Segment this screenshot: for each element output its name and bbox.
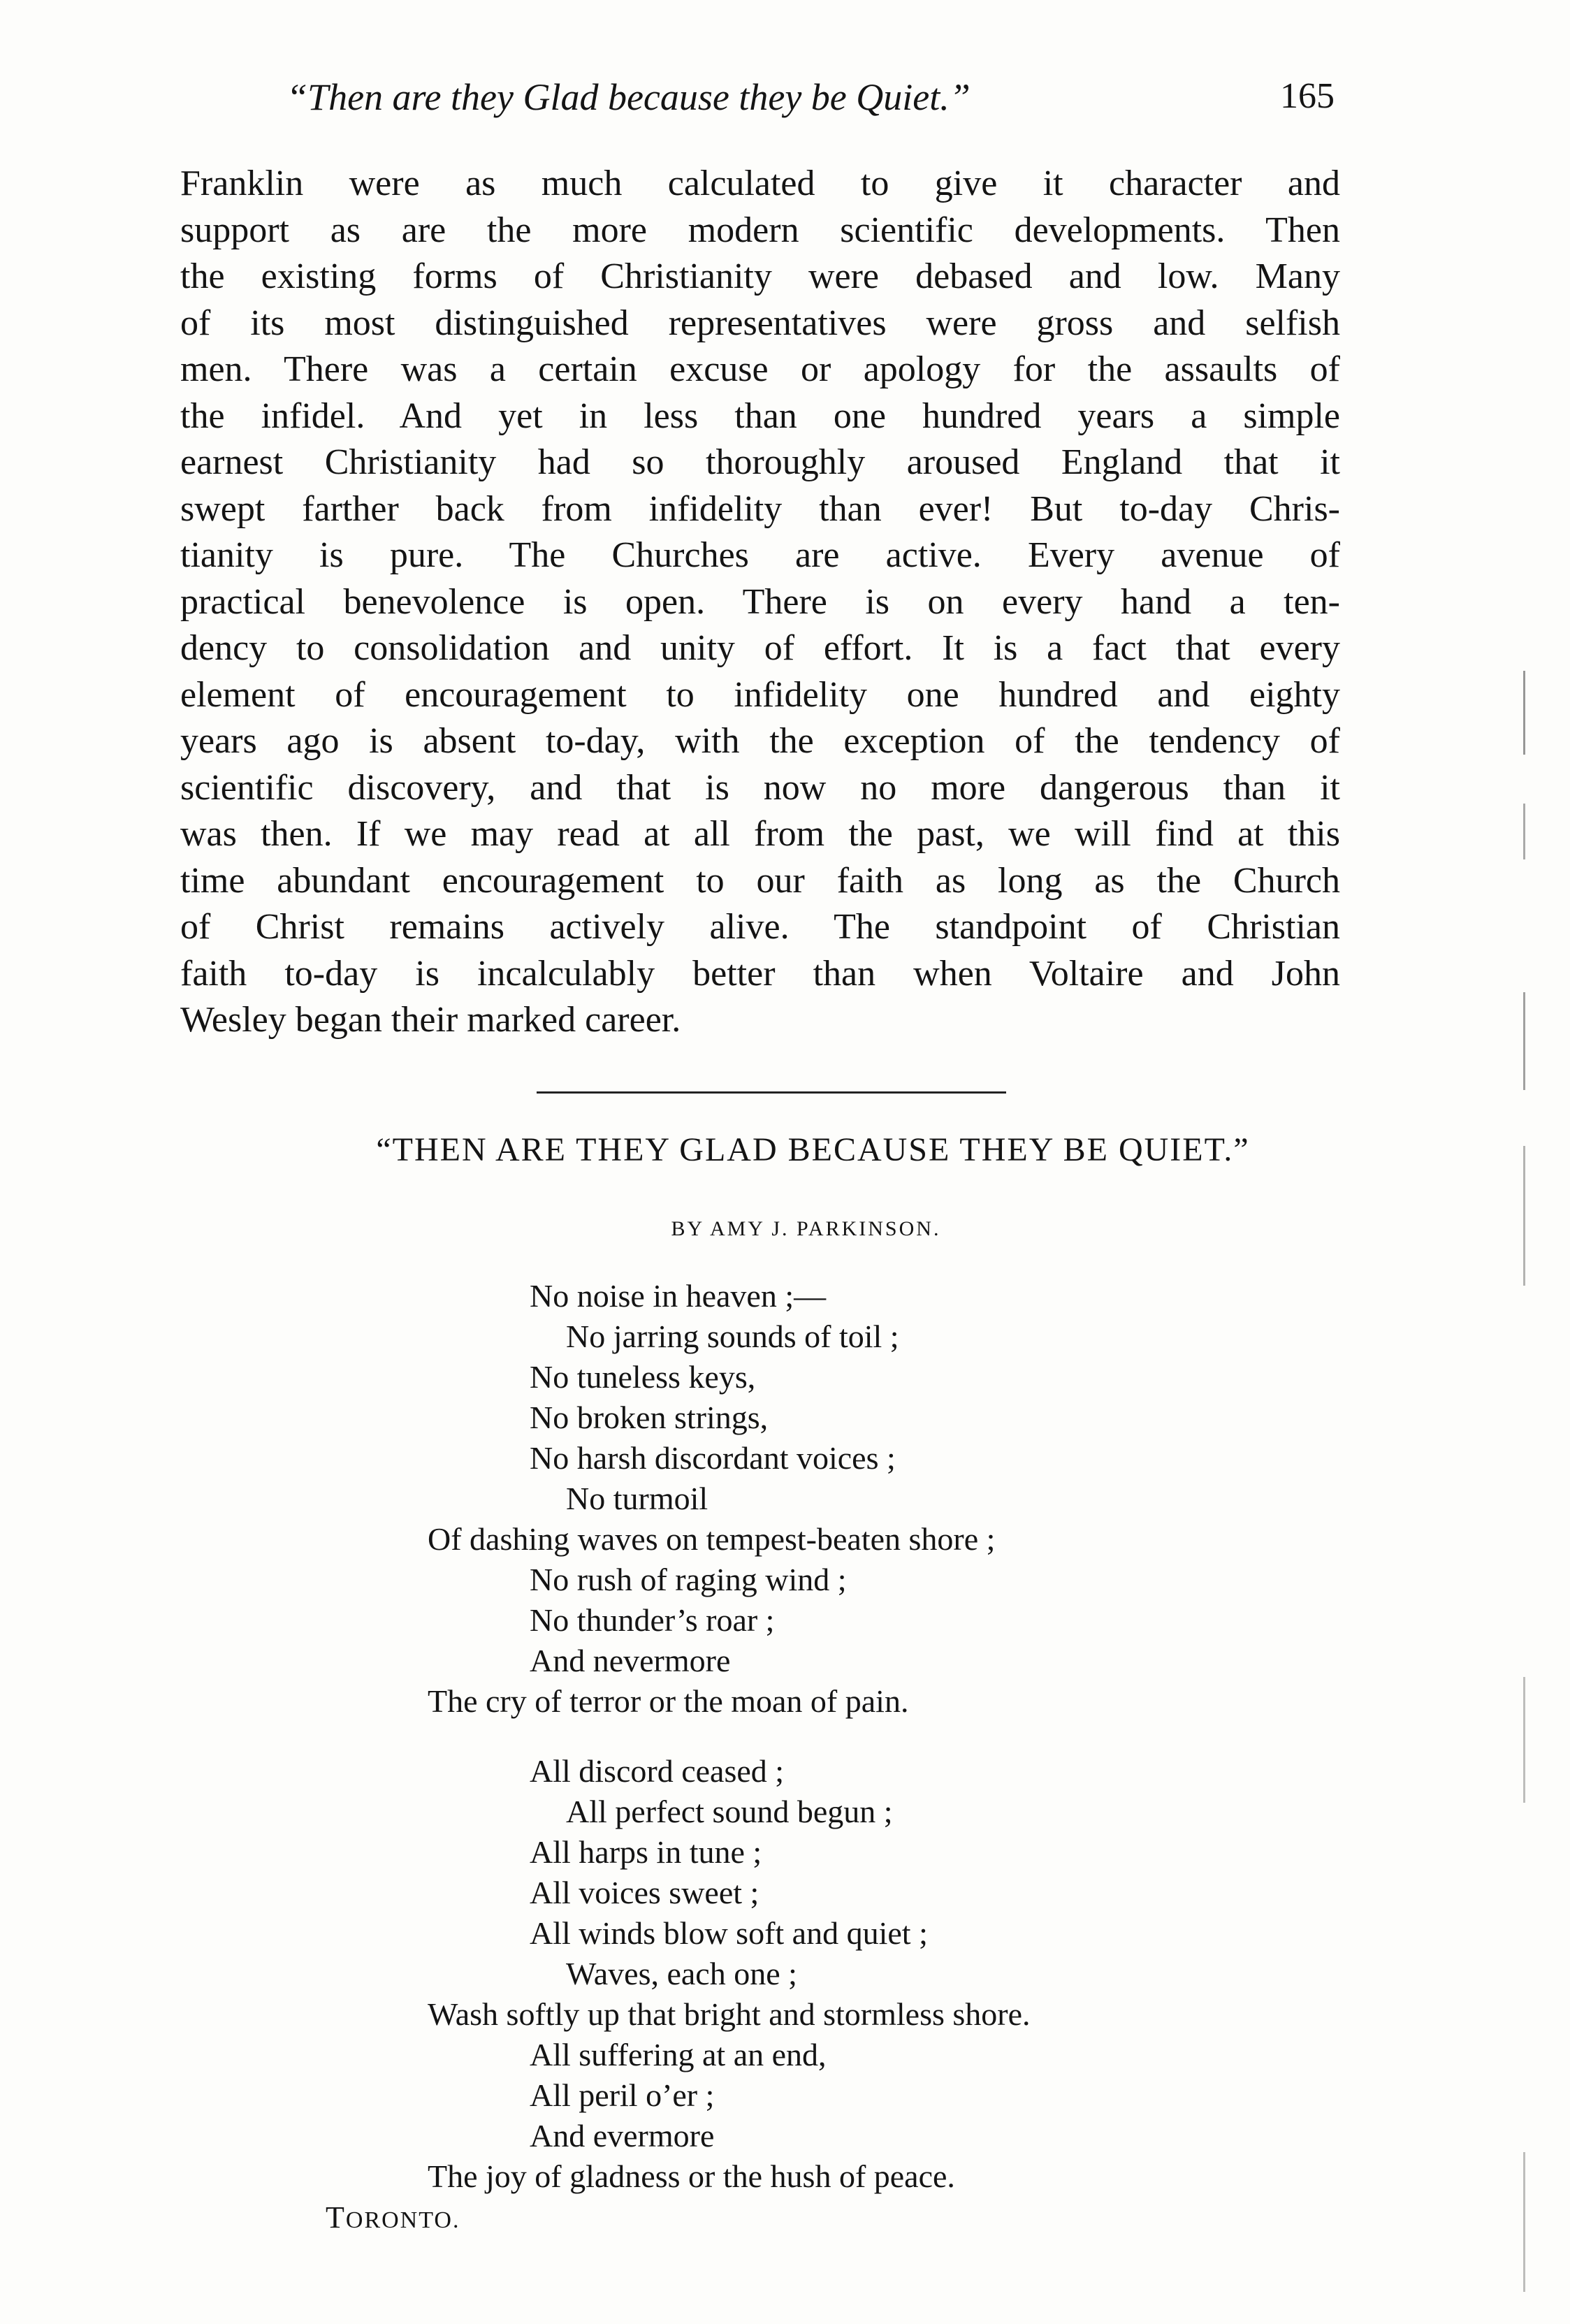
prose-line: faith to-day is incalculably better than when Voltaire and John — [180, 953, 1340, 994]
poem-title: “THEN ARE THEY GLAD BECAUSE THEY BE QUIET.” — [376, 1131, 1250, 1168]
poem-line: And evermore — [530, 2118, 715, 2154]
poem-line: No turmoil — [566, 1481, 708, 1516]
running-title: “Then are they Glad because they be Quiet.” — [286, 76, 971, 118]
prose-line: was then. If we may read at all from the past, we will find at this — [180, 814, 1340, 854]
poem-line: All harps in tune ; — [530, 1834, 762, 1870]
prose-line: scientific discovery, and that is now no more dangerous than it — [180, 767, 1340, 808]
poem-line: Wash softly up that bright and stormless shore. — [428, 1996, 1031, 2032]
place-initial: T — [326, 2200, 346, 2235]
poem-line: All discord ceased ; — [530, 1753, 785, 1789]
scan-edge-mark — [1523, 992, 1525, 1090]
prose-line: of Christ remains actively alive. The standpoint of Christian — [180, 907, 1340, 947]
section-divider — [537, 1091, 1006, 1094]
prose-line: tianity is pure. The Churches are active. Every avenue of — [180, 535, 1340, 575]
poem-byline: BY AMY J. PARKINSON. — [671, 1217, 941, 1240]
poem-line: All peril o’er ; — [530, 2077, 715, 2113]
poem-line: No harsh discordant voices ; — [530, 1440, 896, 1476]
poem-line: No tuneless keys, — [530, 1359, 756, 1395]
prose-line: practical benevolence is open. There is on every hand a ten- — [180, 581, 1340, 622]
place-signature — [326, 2200, 460, 2235]
prose-line: men. There was a certain excuse or apology for the assaults of — [180, 349, 1340, 389]
poem-line: The cry of terror or the moan of pain. — [428, 1683, 909, 1719]
prose-line: years ago is absent to-day, with the exception of the tendency of — [180, 721, 1340, 761]
poem-line: No rush of raging wind ; — [530, 1562, 847, 1597]
poem-line: No noise in heaven ;— — [530, 1278, 827, 1314]
prose-line: the existing forms of Christianity were debased and low. Many — [180, 256, 1340, 296]
poem-line: All suffering at an end, — [530, 2037, 827, 2072]
running-head — [286, 75, 1335, 131]
place-rest: ORONTO. — [345, 2207, 460, 2233]
prose-paragraph — [180, 161, 1340, 1044]
poem-line: The joy of gladness or the hush of peace. — [428, 2158, 955, 2194]
page-number: 165 — [1280, 76, 1335, 116]
prose-line: the infidel. And yet in less than one hundred years a simple — [180, 395, 1340, 436]
prose-line: element of encouragement to infidelity one hundred and eighty — [180, 674, 1340, 715]
prose-line: earnest Christianity had so thoroughly aroused England that it — [180, 442, 1340, 482]
prose-line: of its most distinguished representatives were gross and selfish — [180, 303, 1340, 343]
poem-line: And nevermore — [530, 1643, 731, 1678]
prose-line: Franklin were as much calculated to give it character and — [180, 164, 1340, 203]
scan-edge-mark — [1523, 2152, 1525, 2292]
poem-line: No thunder’s roar ; — [530, 1602, 775, 1638]
prose-line: support as are the more modern scientific developments. Then — [180, 210, 1340, 250]
poem-line: Waves, each one ; — [566, 1956, 797, 1991]
scan-edge-mark — [1523, 671, 1525, 755]
poem-line: All perfect sound begun ; — [566, 1794, 893, 1829]
poem-line: Of dashing waves on tempest-beaten shore ; — [428, 1521, 996, 1557]
prose-line: dency to consolidation and unity of effort. It is a fact that every — [180, 628, 1340, 668]
poem-line: No jarring sounds of toil ; — [566, 1319, 899, 1354]
scan-edge-mark — [1523, 804, 1525, 859]
scan-edge-mark — [1523, 1146, 1525, 1286]
prose-line: Wesley began their marked career. — [180, 1000, 681, 1040]
scan-edge-mark — [1523, 1677, 1525, 1803]
poem-line: All winds blow soft and quiet ; — [530, 1915, 928, 1951]
poem-line: No broken strings, — [530, 1400, 769, 1435]
poem-line: All voices sweet ; — [530, 1875, 759, 1910]
prose-line: time abundant encouragement to our faith as long as the Church — [180, 860, 1340, 901]
prose-line: swept farther back from infidelity than ever! But to-day Chris- — [180, 488, 1340, 529]
